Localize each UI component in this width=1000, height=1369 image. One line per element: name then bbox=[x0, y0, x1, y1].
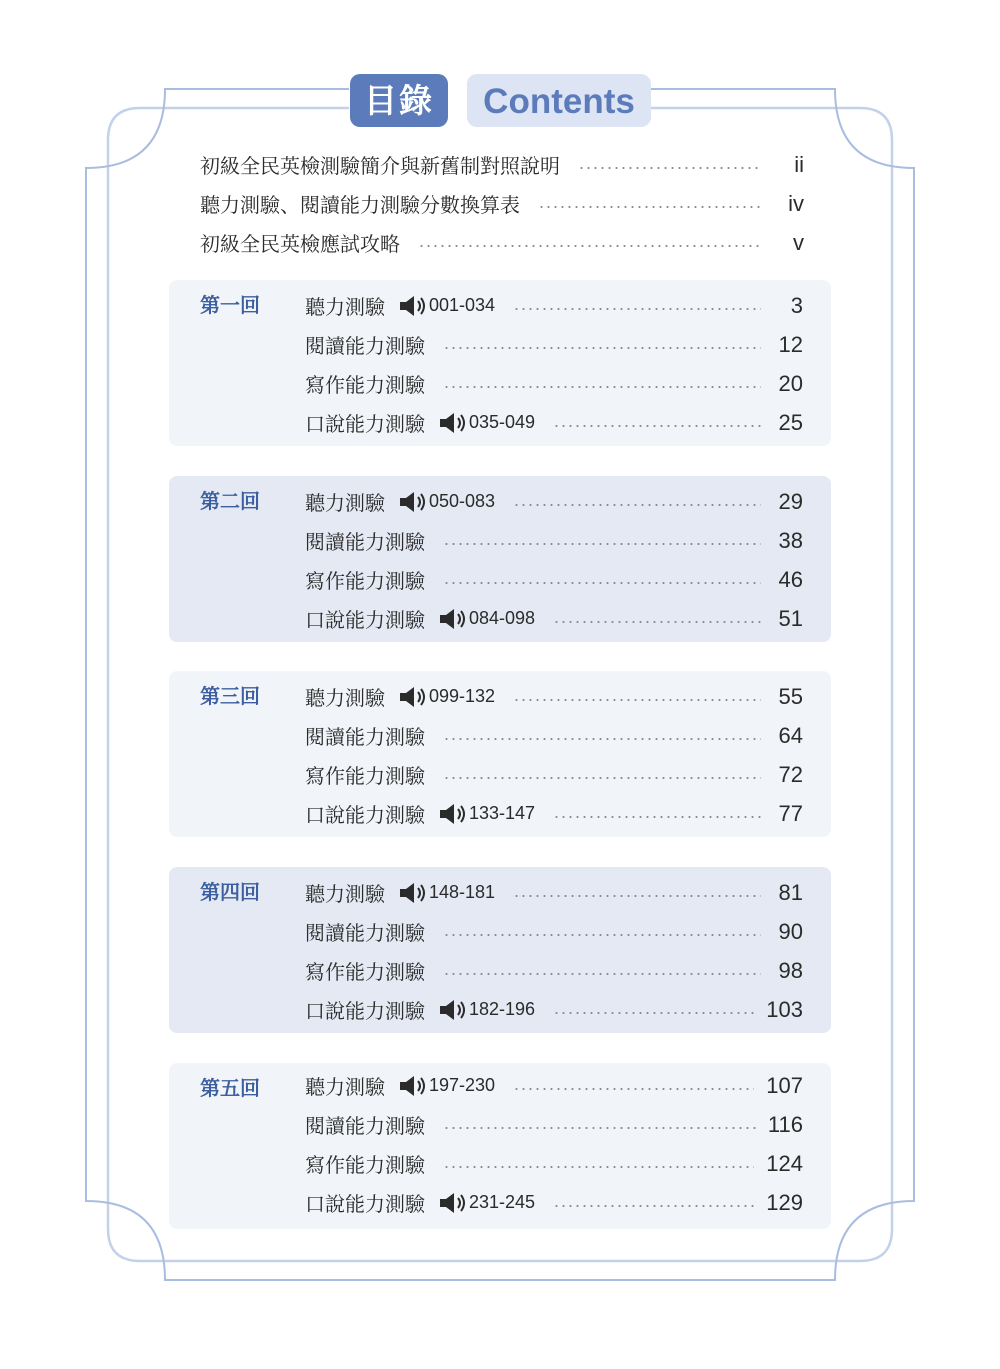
dot-leader bbox=[443, 738, 761, 740]
toc-entry[interactable] bbox=[305, 951, 803, 990]
toc-entry-page: iv bbox=[788, 190, 804, 216]
audio-track[interactable] bbox=[439, 803, 535, 825]
dot-leader bbox=[513, 308, 761, 310]
audio-track-range: 197-230 bbox=[429, 1075, 496, 1095]
contents-title-chinese: 目錄 bbox=[350, 74, 448, 127]
round-label: 第一回 bbox=[200, 293, 260, 317]
audio-track-range: 001-034 bbox=[429, 295, 496, 315]
speaker-icon bbox=[399, 686, 427, 708]
toc-entry-label: 口說能力測驗 bbox=[305, 803, 425, 827]
audio-track-range: 133-147 bbox=[469, 803, 536, 823]
toc-entry[interactable] bbox=[305, 482, 803, 521]
toc-entry-label: 口說能力測驗 bbox=[305, 1192, 425, 1216]
audio-track-range: 035-049 bbox=[469, 412, 536, 432]
dot-leader bbox=[578, 167, 762, 169]
toc-entry-page: 107 bbox=[766, 1072, 803, 1098]
dot-leader bbox=[513, 895, 761, 897]
dot-leader bbox=[553, 425, 761, 427]
speaker-icon bbox=[439, 608, 467, 630]
dot-leader bbox=[443, 934, 761, 936]
dot-leader bbox=[553, 1012, 754, 1014]
toc-entry-page: 77 bbox=[778, 800, 803, 826]
toc-entry[interactable] bbox=[200, 184, 804, 223]
toc-entry-page: 72 bbox=[778, 761, 803, 787]
toc-entry[interactable] bbox=[305, 325, 803, 364]
round-panel-1 bbox=[169, 280, 831, 446]
dot-leader bbox=[443, 347, 761, 349]
audio-track-range: 148-181 bbox=[429, 882, 496, 902]
toc-entry[interactable] bbox=[305, 599, 803, 638]
round-panel-5 bbox=[169, 1063, 831, 1229]
toc-entry[interactable] bbox=[305, 286, 803, 325]
dot-leader bbox=[513, 699, 761, 701]
toc-entry-page: 20 bbox=[778, 370, 803, 396]
audio-track-range: 182-196 bbox=[469, 999, 536, 1019]
toc-entry-page: 3 bbox=[790, 292, 803, 318]
toc-entry-page: 124 bbox=[766, 1150, 803, 1176]
toc-entry[interactable] bbox=[305, 560, 803, 599]
toc-entry-label: 初級全民英檢應試攻略 bbox=[200, 232, 400, 256]
toc-entry-label: 聽力測驗 bbox=[305, 882, 385, 906]
dot-leader bbox=[513, 504, 761, 506]
audio-track[interactable] bbox=[399, 686, 495, 708]
toc-entry-page: 64 bbox=[778, 722, 803, 748]
toc-entry[interactable] bbox=[200, 145, 804, 184]
toc-entry-label: 聽力測驗 bbox=[305, 1075, 385, 1099]
speaker-icon bbox=[439, 1192, 467, 1214]
audio-track-range: 084-098 bbox=[469, 608, 536, 628]
round-panel-2 bbox=[169, 476, 831, 642]
toc-entry[interactable] bbox=[305, 794, 803, 833]
toc-entry[interactable] bbox=[305, 364, 803, 403]
toc-entry[interactable] bbox=[305, 912, 803, 951]
speaker-icon bbox=[439, 999, 467, 1021]
round-label: 第四回 bbox=[200, 880, 260, 904]
toc-entry[interactable] bbox=[305, 755, 803, 794]
toc-entry-label: 閱讀能力測驗 bbox=[305, 921, 425, 945]
toc-entry-page: v bbox=[793, 229, 804, 255]
audio-track[interactable] bbox=[439, 1192, 535, 1214]
toc-entry-page: 12 bbox=[778, 331, 803, 357]
dot-leader bbox=[418, 245, 762, 247]
audio-track[interactable] bbox=[439, 608, 535, 630]
toc-entry-label: 初級全民英檢測驗簡介與新舊制對照說明 bbox=[200, 154, 560, 178]
dot-leader bbox=[443, 1127, 756, 1129]
audio-track[interactable] bbox=[399, 295, 495, 317]
dot-leader bbox=[443, 1166, 754, 1168]
toc-entry-label: 聽力測驗 bbox=[305, 491, 385, 515]
toc-entry-label: 閱讀能力測驗 bbox=[305, 530, 425, 554]
toc-entry-label: 閱讀能力測驗 bbox=[305, 1114, 425, 1138]
audio-track-range: 050-083 bbox=[429, 491, 496, 511]
toc-entry-page: 25 bbox=[778, 409, 803, 435]
toc-entry-page: 46 bbox=[778, 566, 803, 592]
speaker-icon bbox=[399, 1075, 427, 1097]
toc-entry[interactable] bbox=[305, 521, 803, 560]
audio-track[interactable] bbox=[399, 1075, 495, 1097]
speaker-icon bbox=[399, 295, 427, 317]
round-label: 第五回 bbox=[200, 1076, 260, 1100]
dot-leader bbox=[513, 1088, 754, 1090]
toc-entry-page: 51 bbox=[778, 605, 803, 631]
audio-track-range: 231-245 bbox=[469, 1192, 536, 1212]
dot-leader bbox=[538, 206, 762, 208]
toc-entry-label: 口說能力測驗 bbox=[305, 412, 425, 436]
contents-title-english: Contents bbox=[467, 74, 651, 127]
dot-leader bbox=[443, 386, 761, 388]
round-panel-3 bbox=[169, 671, 831, 837]
dot-leader bbox=[443, 582, 761, 584]
toc-entry-page: 129 bbox=[766, 1189, 803, 1215]
toc-entry[interactable] bbox=[305, 1066, 803, 1105]
toc-entry[interactable] bbox=[305, 403, 803, 442]
audio-track[interactable] bbox=[399, 491, 495, 513]
dot-leader bbox=[553, 621, 761, 623]
toc-entry[interactable] bbox=[305, 716, 803, 755]
toc-entry-page: 55 bbox=[778, 683, 803, 709]
dot-leader bbox=[553, 1205, 754, 1207]
audio-track-range: 099-132 bbox=[429, 686, 496, 706]
toc-entry[interactable] bbox=[305, 1105, 803, 1144]
toc-entry-label: 寫作能力測驗 bbox=[305, 373, 425, 397]
toc-entry-label: 寫作能力測驗 bbox=[305, 960, 425, 984]
toc-entry-page: 81 bbox=[778, 879, 803, 905]
dot-leader bbox=[443, 777, 761, 779]
round-label: 第三回 bbox=[200, 684, 260, 708]
round-panel-4 bbox=[169, 867, 831, 1033]
toc-entry-label: 聽力測驗、閱讀能力測驗分數換算表 bbox=[200, 193, 520, 217]
dot-leader bbox=[553, 816, 761, 818]
toc-entry-label: 寫作能力測驗 bbox=[305, 569, 425, 593]
toc-entry[interactable] bbox=[200, 223, 804, 262]
toc-entry-page: ii bbox=[794, 151, 804, 177]
speaker-icon bbox=[399, 882, 427, 904]
audio-track[interactable] bbox=[439, 412, 535, 434]
toc-entry-page: 116 bbox=[767, 1111, 803, 1137]
toc-entry-page: 38 bbox=[778, 527, 803, 553]
toc-entry-label: 口說能力測驗 bbox=[305, 608, 425, 632]
toc-entry-label: 寫作能力測驗 bbox=[305, 1153, 425, 1177]
toc-entry[interactable] bbox=[305, 677, 803, 716]
toc-entry-label: 寫作能力測驗 bbox=[305, 764, 425, 788]
toc-entry-page: 29 bbox=[778, 488, 803, 514]
toc-entry[interactable] bbox=[305, 1144, 803, 1183]
toc-entry-label: 閱讀能力測驗 bbox=[305, 725, 425, 749]
toc-entry[interactable] bbox=[305, 873, 803, 912]
toc-entry-label: 閱讀能力測驗 bbox=[305, 334, 425, 358]
audio-track[interactable] bbox=[439, 999, 535, 1021]
toc-entry-label: 聽力測驗 bbox=[305, 295, 385, 319]
audio-track[interactable] bbox=[399, 882, 495, 904]
toc-entry-label: 口說能力測驗 bbox=[305, 999, 425, 1023]
toc-entry-page: 98 bbox=[778, 957, 803, 983]
round-label: 第二回 bbox=[200, 489, 260, 513]
speaker-icon bbox=[439, 803, 467, 825]
speaker-icon bbox=[439, 412, 467, 434]
toc-entry-label: 聽力測驗 bbox=[305, 686, 385, 710]
dot-leader bbox=[443, 543, 761, 545]
toc-entry-page: 103 bbox=[766, 996, 803, 1022]
toc-entry[interactable] bbox=[305, 1183, 803, 1222]
toc-entry[interactable] bbox=[305, 990, 803, 1029]
toc-entry-page: 90 bbox=[778, 918, 803, 944]
speaker-icon bbox=[399, 491, 427, 513]
dot-leader bbox=[443, 973, 761, 975]
